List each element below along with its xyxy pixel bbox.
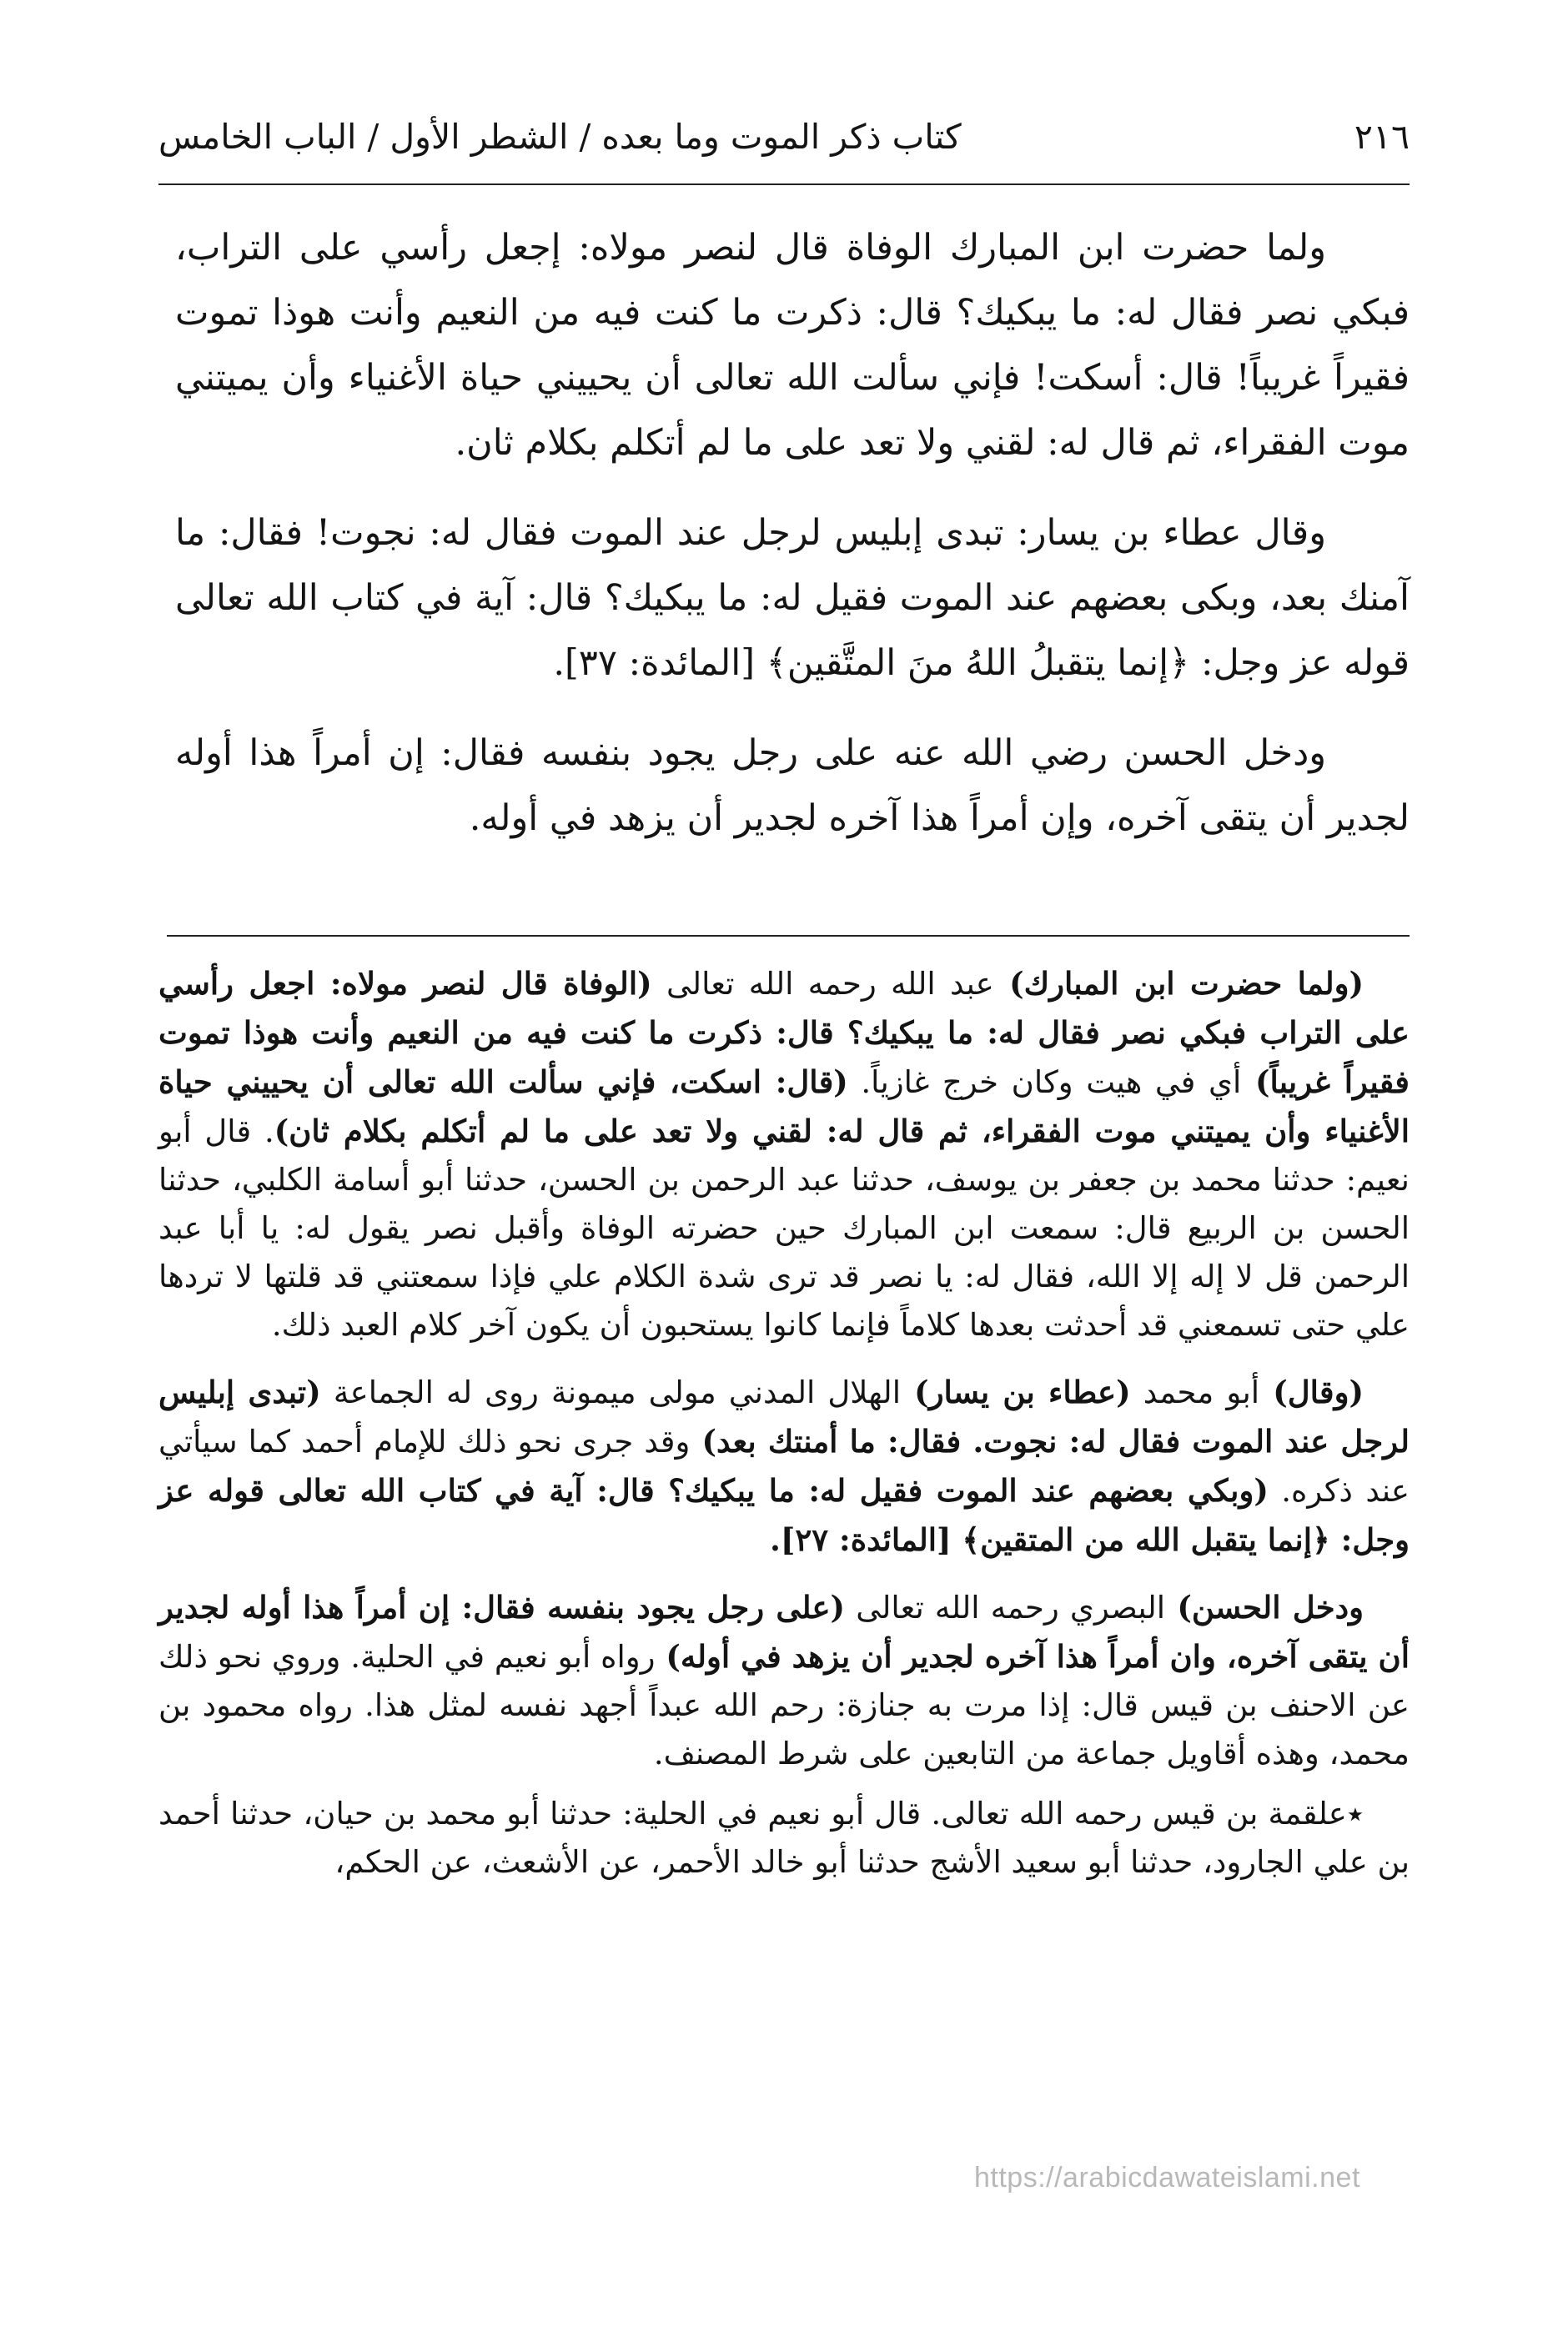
commentary-paragraph (158, 959, 1410, 1349)
running-header (158, 117, 1410, 185)
text-run: أبو محمد (1130, 1375, 1260, 1410)
commentary-paragraph (158, 1368, 1410, 1565)
running-title: كتاب ذكر الموت وما بعده / الشطر الأول / الباب الخامس (158, 117, 962, 157)
main-paragraph (175, 215, 1410, 475)
quoted-text: (على رجل يجود بنفسه فقال: إن أمراً هذا أوله لجدير أن يتقى آخره، وان أمراً هذا آخره لجدير أن يزهد في أوله) (158, 1589, 1410, 1675)
quoted-text: (قال: اسكت، فإني سألت الله تعالى أن يحييني حياة الأغنياء وأن يميتني موت الفقراء، ثم قال له: لقني ولا تعد على ما لم أتكلم بكلام ثان) (158, 1063, 1410, 1149)
text-run: وقد جرى نحو ذلك للإمام أحمد كما سيأتي عند ذكره. (158, 1424, 1410, 1509)
text-run: . قال أبو نعيم: حدثنا محمد بن جعفر بن يوسف، حدثنا عبد الرحمن بن الحسن، حدثنا أبو أسامة الكلبي، حدثنا الحسن بن الربيع قال: سمعت ابن المبارك حين حضرته الوفاة وأقبل نصر يقول له: يا أبا عبد الرحمن قل لا إله إلا الله، فقال له: يا نصر قد ترى شدة الكلام علي فإذا سمعتني قد قلتها لا تردها علي حتى تسمعني قد أحدثت بعدها كلاماً فإنما كانوا يستحبون أن يكون آخر كلام العبد ذلك. (158, 1113, 1410, 1343)
page-number: ٢١٦ (1354, 117, 1410, 157)
footnote-separator (167, 935, 1410, 937)
quoted-text: (وبكي بعضهم عند الموت فقيل له: ما يبكيك؟ قال: آية في كتاب الله تعالى قوله عز وجل: ﴿إنما يتقبل الله من المتقين﴾ [المائدة: ٢٧]. (158, 1472, 1410, 1558)
text-run: الهلال المدني مولى ميمونة روى له الجماعة (320, 1375, 901, 1410)
main-paragraph (175, 500, 1410, 696)
text-run: عبد الله رحمه الله تعالى (651, 966, 994, 1002)
text-run: ولما حضرت ابن المبارك الوفاة قال لنصر مولاه: إجعل رأسي على التراب، فبكي نصر فقال له: ما يبكيك؟ قال: ذكرت ما كنت فيه من النعيم وأنت هوذا تموت فقيراً غريباً! قال: أسكت! فإني سألت الله تعالى أن يحييني حياة الأغنياء وأن يميتني موت الفقراء، ثم قال له: لقني ولا تعد على ما لم أتكلم بكلام ثان. (175, 227, 1410, 464)
main-text (175, 215, 1410, 876)
quoted-text: (وقال) (1259, 1374, 1364, 1410)
quoted-text: (الوفاة قال لنصر مولاه: اجعل رأسي على التراب فبكي نصر فقال له: ما يبكيك؟ قال: ذكرت ما كنت فيه من النعيم وأنت هوذا تموت فقيراً غريباً) (158, 965, 1410, 1100)
text-run: البصري رحمه الله تعالى (845, 1590, 1166, 1626)
commentary-text (158, 959, 1410, 1898)
quoted-text: (ولما حضرت ابن المبارك) (993, 965, 1364, 1002)
text-run: أي في هيت وكان خرج غازياً. (847, 1064, 1242, 1100)
quoted-text: ودخل الحسن) (1165, 1589, 1364, 1626)
commentary-paragraph (158, 1583, 1410, 1778)
quoted-text: (تبدى إبليس لرجل عند الموت فقال له: نجوت. فقال: ما أمنتك بعد) (158, 1374, 1410, 1460)
text-run: رواه أبو نعيم في الحلية. وروي نحو ذلك عن الاحنف بن قيس قال: إذا مرت به جنازة: رحم الله عبداً أجهد نفسه لمثل هذا. رواه محمود بن محمد، وهذه أقاويل جماعة من التابعين على شرط المصنف. (158, 1639, 1410, 1772)
commentary-paragraph (158, 1790, 1410, 1887)
text-run: وقال عطاء بن يسار: تبدى إبليس لرجل عند الموت فقال له: نجوت! فقال: ما آمنك بعد، وبكى بعضهم عند الموت فقيل له: ما يبكيك؟ قال: آية في كتاب الله تعالى قوله عز وجل: ﴿إنما يتقبلُ اللهُ منَ المتَّقين﴾ [المائدة: ٣٧]. (175, 512, 1410, 684)
text-run: ودخل الحسن رضي الله عنه على رجل يجود بنفسه فقال: إن أمراً هذا أوله لجدير أن يتقى آخره، وإن أمراً هذا آخره لجدير أن يزهد في أوله. (175, 732, 1410, 839)
watermark-url: https://arabicdawateislami.net (974, 2162, 1360, 2194)
main-paragraph (175, 721, 1410, 851)
quoted-text: (عطاء بن يسار) (900, 1374, 1131, 1410)
text-run: ٭علقمة بن قيس رحمه الله تعالى. قال أبو نعيم في الحلية: حدثنا أبو محمد بن حيان، حدثنا أحمد بن علي الجارود، حدثنا أبو سعيد الأشج حدثنا أبو خالد الأحمر، عن الأشعث، عن الحكم، (158, 1796, 1410, 1880)
